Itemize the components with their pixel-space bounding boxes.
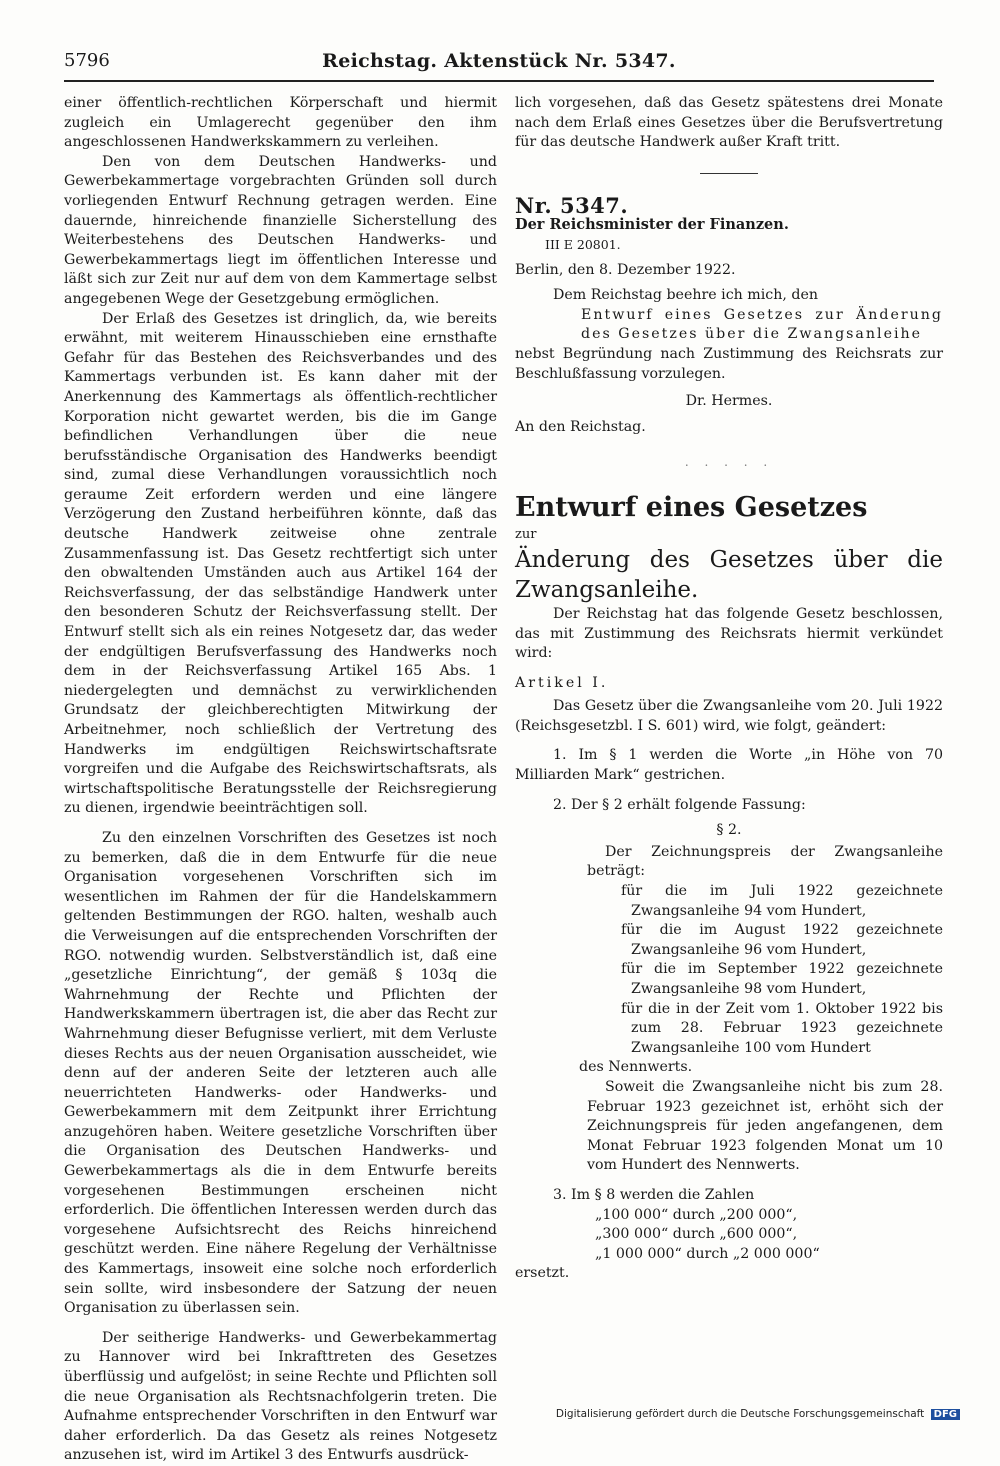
price-july: für die im Juli 1922 gezeichnete Zwangsanleihe 94 vom Hundert, (621, 883, 943, 919)
replacement-2: „300 000“ durch „600 000“, (595, 1226, 798, 1243)
price-september: für die im September 1922 gezeichnete Zwangsanleihe 98 vom Hundert, (621, 961, 943, 997)
footer-text: Digitalisierung gefördert durch die Deutsche Forschungsgemeinschaft (555, 1408, 925, 1420)
article-heading: Artikel I. (515, 674, 609, 691)
nennwert-line: des Nennwerts. (579, 1059, 693, 1076)
document-number: Nr. 5347. (515, 192, 629, 218)
page-header (64, 50, 934, 82)
left-column (64, 94, 497, 1466)
enactment-clause: Der Reichstag hat das folgende Gesetz beschlossen, das mit Zustimmung des Reichsrats hiermit verkündet wird: (515, 605, 943, 662)
separator-dots: . . . . . (684, 455, 774, 470)
header-rule (64, 80, 934, 82)
amendment-item-3: 3. Im § 8 werden die Zahlen (553, 1186, 755, 1203)
ersetzt-line: ersetzt. (515, 1265, 570, 1282)
digitization-footer (556, 1408, 960, 1420)
reference-number: III E 20801. (545, 236, 621, 252)
section-intro: Der Zeichnungspreis der Zwangsanleihe beträgt: (587, 843, 943, 880)
sender: Der Reichsminister der Finanzen. (515, 216, 789, 234)
left-paragraph-3: Der Erlaß des Gesetzes ist dringlich, da, wie bereits erwähnt, mit weiterem Hinausschieben eine ernsthafte Gefahr für das Bestehen des Reichsverbandes und des Kammertags verbunden ist. Es kann daher mit der Anerkennung des Kammertags als öffentlich-rechtlicher Korporation nicht gewartet werden, bis die im Gange befindlichen Verhandlungen über die neue berufsständische Organisation des Handwerks beendigt sind, zumal diese Verhandlungen voraussichtlich noch geraume Zeit erfordern werden und eine längere Verzögerung den Zustand herbeiführen könnte, daß das deutsche Handwerk zeitweise ohne zentrale Zusammenfassung ist. Das Gesetz rechtfertigt sich unter den obwaltenden Umständen auch aus Artikel 164 der Reichsverfassung, der das selbständige Handwerk unter den besonderen Schutz der Reichsverfassung stellt. Der Entwurf stellt sich als ein reines Notgesetz dar, das weder der endgültigen Berufsverfassung des Handwerks noch dem in der Reichsverfassung Artikel 165 Abs. 1 niedergelegten und demnächst zu verwirklichenden Grundsatz der gleichberechtigten Mitwirkung der Arbeitnehmer, noch schließlich der Vertretung des Handwerks im endgültigen Reichswirtschaftsrate vorgreifen und die Aufgabe des Reichswirtschaftsrats, als wirtschaftspolitische Beratungsstelle der Reichsregierung zu dienen, irgendwie beeinträchtigen soll. (64, 310, 497, 817)
replacement-3: „1 000 000“ durch „2 000 000“ (595, 1245, 820, 1262)
price-october-february: für die in der Zeit vom 1. Oktober 1922 bis zum 28. Februar 1923 gezeichnete Zwangsanleihe 100 vom Hundert (621, 1000, 943, 1056)
date-line: Berlin, den 8. Dezember 1922. (515, 261, 736, 278)
salutation: Dem Reichstag beehre ich mich, den (553, 287, 819, 304)
running-title: Reichstag. Aktenstück Nr. 5347. (322, 50, 676, 72)
section-heading: § 2. (716, 822, 742, 839)
replacement-1: „100 000“ durch „200 000“, (595, 1206, 798, 1223)
request-text: nebst Begründung nach Zustimmung des Reichsrats zur Beschlußfassung vorzulegen. (515, 345, 943, 382)
price-august: für die im August 1922 gezeichnete Zwangsanleihe 96 vom Hundert, (621, 922, 943, 958)
dfg-logo: DFG (931, 1409, 960, 1420)
left-paragraph-4: Zu den einzelnen Vorschriften des Gesetzes ist noch zu bemerken, daß die in dem Entwurfe für die neue Organisation vorgesehenen Vorschriften sich im wesentlichen im Rahmen der für die Handelskammern geltenden Bestimmungen der RGO. halten, weshalb auch die Verweisungen auf die entsprechenden Vorschriften der RGO. notwendig wurden. Selbstverständlich ist, daß eine „gesetzliche Einrichtung“, der gemäß § 103q die Wahrnehmung der Rechte und Pflichten der Handwerkskammern übertragen ist, die aber das Recht zur Wahrnehmung dieser Befugnisse verliert, mit dem Verluste dieses Rechts aus der neuen Organisation ausscheidet, wie denn auf der anderen Seite der letzteren auch alle neuerrichteten Handwerks- oder Handwerks- und Gewerbekammern mit dem Zeitpunkt ihrer Errichtung anzugehören haben. Weitere gesetzliche Vorschriften über die Organisation des Deutschen Handwerks- und Gewerbekammertags als die in dem Entwurfe bereits vorgesehenen Bestimmungen erscheinen nicht erforderlich. Die öffentlichen Interessen werden durch das vorgesehene Aufsichtsrecht des Reichs hinreichend geschützt werden. Eine nähere Regelung der Verhältnisse des Kammertags, insoweit eine solche noch erforderlich sein sollte, wird insbesondere der Satzung der neuen Organisation zu überlassen sein. (64, 829, 497, 1317)
after-february-clause: Soweit die Zwangsanleihe nicht bis zum 28. Februar 1923 gezeichnet ist, erhöht sich der Zeichnungspreis für jeden angefangenen, dem Monat Februar 1923 folgenden Monat um 10 vom Hundert des Nennwerts. (587, 1078, 943, 1174)
signature: Dr. Hermes. (685, 393, 773, 410)
page-number: 5796 (64, 50, 110, 71)
article-intro: Das Gesetz über die Zwangsanleihe vom 20. Juli 1922 (Reichsgesetzbl. I S. 601) wird, wie folgt, geändert: (515, 698, 943, 734)
bill-subject: Entwurf eines Gesetzes zur Änderung des Gesetzes über die Zwangsanleihe (581, 306, 943, 343)
amendment-item-1: 1. Im § 1 werden die Worte „in Höhe von 70 Milliarden Mark“ gestrichen. (515, 747, 943, 784)
number-replacements (595, 1206, 943, 1265)
left-paragraph-1: einer öffentlich-rechtlichen Körperschaft und hiermit zugleich ein Umlagerecht gegenüber den ihm angeschlossenen Handwerkskammern zu verleihen. (64, 95, 497, 151)
law-subtitle: Änderung des Gesetzes über die Zwangsanleihe. (515, 546, 943, 603)
continuation-paragraph: lich vorgesehen, daß das Gesetz spätestens drei Monate nach dem Erlaß eines Gesetzes über die Berufsvertretung für das deutsche Handwerk außer Kraft tritt. (515, 95, 943, 151)
amendment-item-2: 2. Der § 2 erhält folgende Fassung: (553, 796, 806, 813)
left-paragraph-5: Der seitherige Handwerks- und Gewerbekammertag zu Hannover wird bei Inkrafttreten des Gesetzes überflüssig und aufgelöst; in seine Rechte und Pflichten soll die neue Organisation als Rechtsnachfolgerin treten. Die Aufnahme entsprechender Vorschriften in den Entwurf war daher erforderlich. Da das Gesetz als reines Notgesetz anzusehen ist, wird im Artikel 3 des Entwurfs ausdrück- (64, 1329, 497, 1464)
right-column (515, 94, 943, 1284)
left-paragraph-2: Den von dem Deutschen Handwerks- und Gewerbekammertage vorgebrachten Gründen soll durch vorliegenden Entwurf Rechnung getragen werden. Eine dauernde, hinreichende finanzielle Sicherstellung des Weiterbestehens des Deutschen Handwerks- und Gewerbekammertags liegt im öffentlichen Interesse und läßt sich zur Zeit nur auf dem von dem Kammertage selbst angegebenen Wege der Gesetzgebung ermöglichen. (64, 153, 497, 307)
law-title: Entwurf eines Gesetzes (515, 491, 868, 523)
section-divider (700, 173, 758, 174)
addressee: An den Reichstag. (515, 418, 646, 435)
law-title-zur: zur (515, 526, 537, 542)
